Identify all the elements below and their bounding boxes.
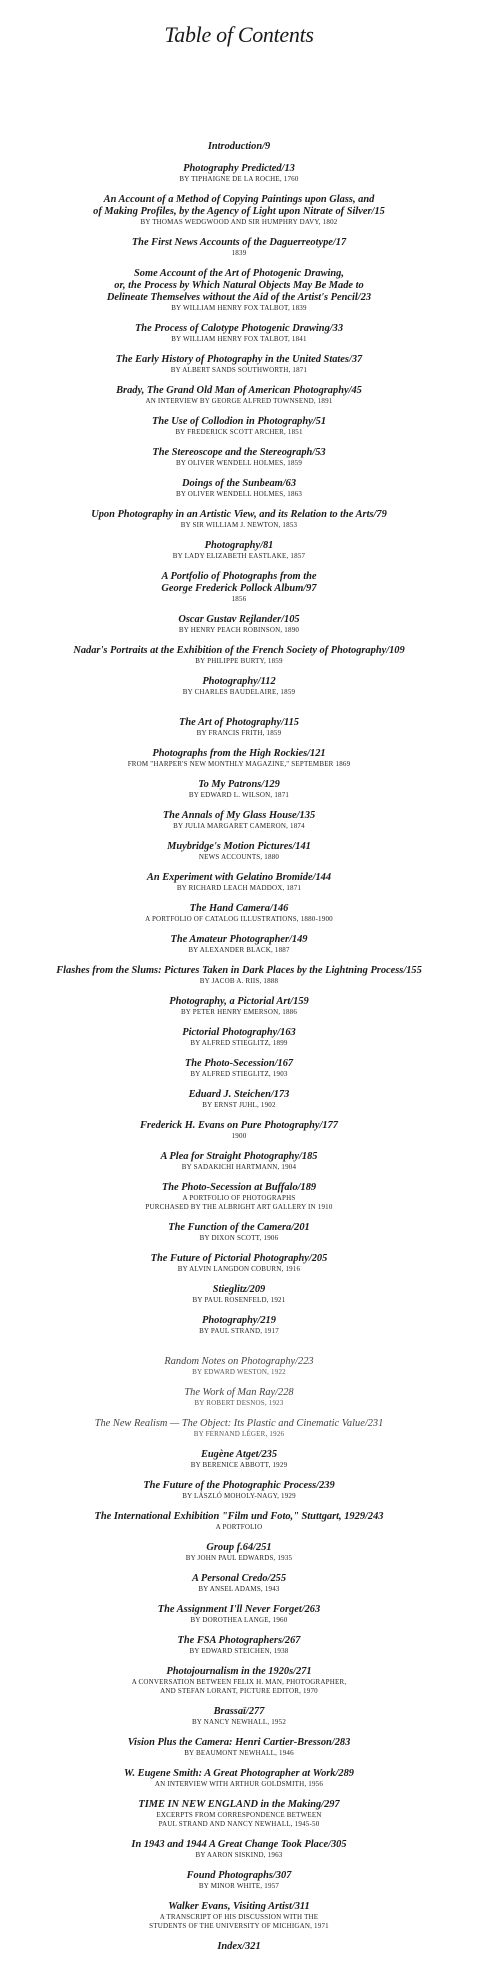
toc-entry-title: Pictorial Photography/163 <box>182 1027 296 1038</box>
toc-entry-title: W. Eugene Smith: A Great Photographer at Work/289 <box>124 1768 354 1779</box>
toc-entry-byline: BY THOMAS WEDGWOOD AND SIR HUMPHRY DAVY, 1802 <box>140 218 338 226</box>
toc-entry[interactable] <box>22 141 456 153</box>
toc-entry-byline: BY WILLIAM HENRY FOX TALBOT, 1839 <box>171 304 307 312</box>
toc-entry-byline: 1900 <box>231 1132 247 1140</box>
toc-entry-title: Nadar's Portraits at the Exhibition of the French Society of Photography/109 <box>73 645 405 656</box>
toc-entry-title: A Plea for Straight Photography/185 <box>160 1151 318 1162</box>
toc-entry-byline: BY TIPHAIGNE DE LA ROCHE, 1760 <box>179 175 299 183</box>
toc-entry-title: The International Exhibition "Film und Foto," Stuttgart, 1929/243 <box>94 1511 384 1522</box>
toc-entry[interactable] <box>22 996 456 1017</box>
toc-entry-title: Upon Photography in an Artistic View, and its Relation to the Arts/79 <box>91 509 387 520</box>
toc-entry[interactable] <box>22 416 456 437</box>
toc-entry[interactable] <box>22 237 456 258</box>
toc-entry-title: Eduard J. Steichen/173 <box>188 1089 290 1100</box>
toc-entry-byline: BY PETER HENRY EMERSON, 1886 <box>180 1008 298 1016</box>
toc-entry[interactable] <box>22 934 456 955</box>
toc-entry-title: Found Photographs/307 <box>186 1870 292 1881</box>
toc-entry[interactable] <box>22 1511 456 1532</box>
toc-entry-byline: BY ANSEL ADAMS, 1943 <box>198 1585 280 1593</box>
toc-entry-title: The Stereoscope and the Stereograph/53 <box>152 447 326 458</box>
toc-entry[interactable] <box>22 1089 456 1110</box>
toc-entry-byline: AN INTERVIEW WITH ARTHUR GOLDSMITH, 1956 <box>154 1780 324 1788</box>
toc-entry[interactable] <box>22 1839 456 1860</box>
toc-entry-byline: 1856 <box>231 595 247 603</box>
toc-entry-byline: BY NANCY NEWHALL, 1952 <box>191 1718 287 1726</box>
toc-entry-title: The Photo-Secession/167 <box>184 1058 294 1069</box>
page-title: Table of Contents <box>164 22 314 47</box>
toc-entry[interactable] <box>22 1542 456 1563</box>
toc-entry-title: The First News Accounts of the Daguerreotype/17 <box>131 237 347 248</box>
toc-entry-title: The FSA Photographers/267 <box>177 1635 301 1646</box>
toc-entry-byline: BY JULIA MARGARET CAMERON, 1874 <box>173 822 305 830</box>
toc-entry-byline: BY LADY ELIZABETH EASTLAKE, 1857 <box>172 552 306 560</box>
toc-entry[interactable] <box>22 1768 456 1789</box>
toc-entry[interactable] <box>22 1253 456 1274</box>
toc-entry-title: The Photo-Secession at Buffalo/189 <box>161 1182 317 1193</box>
toc-entry[interactable] <box>22 614 456 635</box>
toc-entry-byline: BY EDWARD STEICHEN, 1938 <box>189 1647 289 1655</box>
toc-entry[interactable] <box>22 1666 456 1696</box>
toc-entry-byline: BY FERNAND LÉGER, 1926 <box>193 1430 285 1438</box>
toc-entry-byline: BY OLIVER WENDELL HOLMES, 1863 <box>175 490 303 498</box>
toc-entry[interactable] <box>22 841 456 862</box>
toc-entry-byline: BY RICHARD LEACH MADDOX, 1871 <box>176 884 302 892</box>
toc-entry-byline: BY ALVIN LANGDON COBURN, 1916 <box>177 1265 301 1273</box>
toc-entry[interactable] <box>22 1737 456 1758</box>
toc-entry[interactable] <box>22 1480 456 1501</box>
toc-entry-byline: A PORTFOLIO OF PHOTOGRAPHS PURCHASED BY THE ALBRIGHT ART GALLERY IN 1910 <box>145 1194 333 1211</box>
toc-entry[interactable] <box>22 323 456 344</box>
toc-entry[interactable] <box>22 810 456 831</box>
toc-entry[interactable] <box>22 1418 456 1439</box>
toc-entry[interactable] <box>22 1941 456 1953</box>
toc-entry-title: A Personal Credo/255 <box>191 1573 287 1584</box>
toc-entry-byline: A PORTFOLIO <box>215 1523 263 1531</box>
toc-entry-title: TIME IN NEW ENGLAND in the Making/297 <box>138 1799 340 1810</box>
toc-entry-byline: A CONVERSATION BETWEEN FELIX H. MAN, PHOTOGRAPHER, AND STEFAN LORANT, PICTURE EDITOR, 1970 <box>131 1678 347 1695</box>
toc-entry-title: The Work of Man Ray/228 <box>184 1387 294 1398</box>
toc-entry-title: The Amateur Photographer/149 <box>170 934 308 945</box>
toc-entry-title: Photography, a Pictorial Art/159 <box>169 996 309 1007</box>
toc-entry[interactable] <box>22 903 456 924</box>
toc-entry-title: Group f.64/251 <box>206 1542 272 1553</box>
toc-entry-byline: BY FRANCIS FRITH, 1859 <box>196 729 282 737</box>
toc-entry-title: A Portfolio of Photographs from the George Frederick Pollock Album/97 <box>161 571 317 594</box>
toc-entry-title: The Process of Calotype Photogenic Drawing/33 <box>134 323 344 334</box>
toc-entry-title: The Future of the Photographic Process/239 <box>143 1480 335 1491</box>
toc-entry-title: Brassaï/277 <box>213 1706 265 1717</box>
toc-entry[interactable] <box>22 676 456 697</box>
toc-entry-byline: FROM "HARPER'S NEW MONTHLY MAGAZINE," SEPTEMBER 1869 <box>127 760 351 768</box>
toc-entry-byline: BY MINOR WHITE, 1957 <box>198 1882 280 1890</box>
toc-entry-byline: BY AARON SISKIND, 1963 <box>195 1851 283 1859</box>
toc-entry-title: Doings of the Sunbeam/63 <box>181 478 297 489</box>
toc-entry-byline: NEWS ACCOUNTS, 1880 <box>198 853 280 861</box>
toc-entry-byline: BY SIR WILLIAM J. NEWTON, 1853 <box>180 521 298 529</box>
toc-entry-title: Index/321 <box>217 1941 261 1952</box>
toc-entry[interactable] <box>22 1284 456 1305</box>
toc-entry-title: The New Realism — The Object: Its Plastic and Cinematic Value/231 <box>94 1418 384 1429</box>
toc-entry-byline: EXCERPTS FROM CORRESPONDENCE BETWEEN PAUL STRAND AND NANCY NEWHALL, 1945-50 <box>156 1811 322 1828</box>
toc-entry[interactable] <box>22 965 456 986</box>
toc-entry-title: The Function of the Camera/201 <box>168 1222 310 1233</box>
toc-entry-byline: BY PHILIPPE BURTY, 1859 <box>195 657 283 665</box>
toc-entry-byline: BY HENRY PEACH ROBINSON, 1890 <box>178 626 300 634</box>
toc-entry[interactable] <box>22 447 456 468</box>
toc-entry-title: Muybridge's Motion Pictures/141 <box>167 841 311 852</box>
toc-entry-title: The Hand Camera/146 <box>189 903 289 914</box>
toc-entry[interactable] <box>22 1058 456 1079</box>
toc-entry[interactable] <box>22 354 456 375</box>
toc-entry[interactable] <box>22 1573 456 1594</box>
toc-entry[interactable] <box>22 1120 456 1141</box>
toc-entry-title: Stieglitz/209 <box>212 1284 266 1295</box>
toc-entry-byline: BY PAUL ROSENFELD, 1921 <box>192 1296 286 1304</box>
toc-entry-byline: BY DOROTHEA LANGE, 1960 <box>190 1616 288 1624</box>
toc-entry[interactable] <box>22 1315 456 1336</box>
toc-entry-byline: BY DIXON SCOTT, 1906 <box>199 1234 279 1242</box>
toc-entry-byline: BY LÁSZLÓ MOHOLY-NAGY, 1929 <box>182 1492 296 1500</box>
toc-entry-title: The Early History of Photography in the United States/37 <box>115 354 363 365</box>
toc-entry-byline: BY BERENICE ABBOTT, 1929 <box>190 1461 288 1469</box>
toc-entry-byline: BY CHARLES BAUDELAIRE, 1859 <box>182 688 296 696</box>
toc-entry-byline: BY SADAKICHI HARTMANN, 1904 <box>181 1163 297 1171</box>
toc-entry[interactable] <box>22 1870 456 1891</box>
toc-entry[interactable] <box>22 1151 456 1172</box>
toc-entry-title: The Use of Collodion in Photography/51 <box>151 416 327 427</box>
toc-entry[interactable] <box>22 1182 456 1212</box>
toc-entry[interactable] <box>22 1901 456 1931</box>
toc-entry[interactable] <box>22 268 456 313</box>
toc-entry-byline: BY FREDERICK SCOTT ARCHER, 1851 <box>175 428 303 436</box>
toc-entry-title: In 1943 and 1944 A Great Change Took Place/305 <box>131 1839 347 1850</box>
toc-entry-title: Walker Evans, Visiting Artist/311 <box>168 1901 310 1912</box>
toc-entry-title: Photographs from the High Rockies/121 <box>152 748 326 759</box>
toc-entry[interactable] <box>22 509 456 530</box>
toc-entry-title: Random Notes on Photography/223 <box>164 1356 314 1367</box>
toc-entry-title: Photography/81 <box>204 540 274 551</box>
toc-entry-byline: BY EDWARD WESTON, 1922 <box>192 1368 286 1376</box>
toc-entry-title: The Annals of My Glass House/135 <box>162 810 316 821</box>
toc-entry-title: Eugène Atget/235 <box>200 1449 278 1460</box>
toc-entry-title: Flashes from the Slums: Pictures Taken in Dark Places by the Lightning Process/155 <box>56 965 422 976</box>
toc-entry-byline: BY BEAUMONT NEWHALL, 1946 <box>184 1749 294 1757</box>
toc-entry-byline: 1839 <box>231 249 247 257</box>
toc-entry-byline: BY PAUL STRAND, 1917 <box>199 1327 279 1335</box>
toc-entry-byline: BY ALBERT SANDS SOUTHWORTH, 1871 <box>170 366 308 374</box>
toc-entry[interactable] <box>22 748 456 769</box>
toc-entry[interactable] <box>22 1027 456 1048</box>
toc-entry-byline: BY ERNST JUHL, 1902 <box>202 1101 276 1109</box>
toc-entry-title: Photography Predicted/13 <box>183 163 295 174</box>
toc-entry[interactable] <box>22 779 456 800</box>
toc-entry-byline: BY ALFRED STIEGLITZ, 1899 <box>190 1039 288 1047</box>
toc-entry[interactable] <box>22 1449 456 1470</box>
toc-entry[interactable] <box>22 385 456 406</box>
toc-entry-title: The Assignment I'll Never Forget/263 <box>157 1604 321 1615</box>
toc-entry-title: Photojournalism in the 1920s/271 <box>166 1666 312 1677</box>
toc-entry[interactable] <box>22 1706 456 1727</box>
toc-entry-title: Photography/219 <box>202 1315 276 1326</box>
toc-entry-byline: BY JACOB A. RIIS, 1888 <box>199 977 279 985</box>
toc-entry[interactable] <box>22 717 456 738</box>
toc-entry-byline: BY ALEXANDER BLACK, 1887 <box>188 946 290 954</box>
toc-entry-title: Frederick H. Evans on Pure Photography/177 <box>139 1120 338 1131</box>
toc-entry-byline: A TRANSCRIPT OF HIS DISCUSSION WITH THE STUDENTS OF THE UNIVERSITY OF MICHIGAN, 1971 <box>149 1913 329 1930</box>
toc-entry-title: Introduction/9 <box>207 141 271 152</box>
toc-entry-byline: BY OLIVER WENDELL HOLMES, 1859 <box>175 459 303 467</box>
toc-entry[interactable] <box>22 872 456 893</box>
toc-entry[interactable] <box>22 478 456 499</box>
toc-entry[interactable] <box>22 1604 456 1625</box>
toc-entry[interactable] <box>22 1799 456 1829</box>
toc-entry-title: The Art of Photography/115 <box>179 717 299 728</box>
toc-entry[interactable] <box>22 540 456 561</box>
toc-entry-title: Brady, The Grand Old Man of American Photography/45 <box>116 385 362 396</box>
toc-entry[interactable] <box>22 1387 456 1408</box>
toc-entry-byline: AN INTERVIEW BY GEORGE ALFRED TOWNSEND, 1891 <box>145 397 333 405</box>
toc-list <box>22 141 456 1963</box>
toc-entry-byline: A PORTFOLIO OF CATALOG ILLUSTRATIONS, 1880-1900 <box>145 915 333 923</box>
toc-entry-title: The Future of Pictorial Photography/205 <box>150 1253 328 1264</box>
toc-entry-byline: BY EDWARD L. WILSON, 1871 <box>188 791 290 799</box>
toc-entry[interactable] <box>22 194 456 227</box>
toc-entry[interactable] <box>22 1635 456 1656</box>
toc-entry-byline: BY ALFRED STIEGLITZ, 1903 <box>190 1070 288 1078</box>
toc-entry-byline: BY JOHN PAUL EDWARDS, 1935 <box>185 1554 293 1562</box>
toc-entry-title: Some Account of the Art of Photogenic Drawing, or, the Process by Which Natural Objects May Be Made to Delineate Themselves without the Aid of the Artist's Pencil/23 <box>106 268 372 303</box>
toc-entry[interactable] <box>22 163 456 184</box>
toc-entry-title: Vision Plus the Camera: Henri Cartier-Bresson/283 <box>127 1737 351 1748</box>
toc-entry-title: Photography/112 <box>202 676 276 687</box>
toc-entry-title: Oscar Gustav Rejlander/105 <box>178 614 300 625</box>
toc-entry-byline: BY WILLIAM HENRY FOX TALBOT, 1841 <box>171 335 307 343</box>
toc-entry-title: An Experiment with Gelatino Bromide/144 <box>146 872 332 883</box>
toc-entry[interactable] <box>22 1356 456 1377</box>
toc-entry[interactable] <box>22 645 456 666</box>
toc-entry[interactable] <box>22 1222 456 1243</box>
toc-entry-byline: BY ROBERT DESNOS, 1923 <box>194 1399 284 1407</box>
toc-entry[interactable] <box>22 571 456 604</box>
toc-entry-title: To My Patrons/129 <box>198 779 280 790</box>
toc-entry-title: An Account of a Method of Copying Paintings upon Glass, and of Making Profiles, by the Agency of Light upon Nitrate of Silver/15 <box>93 194 385 217</box>
